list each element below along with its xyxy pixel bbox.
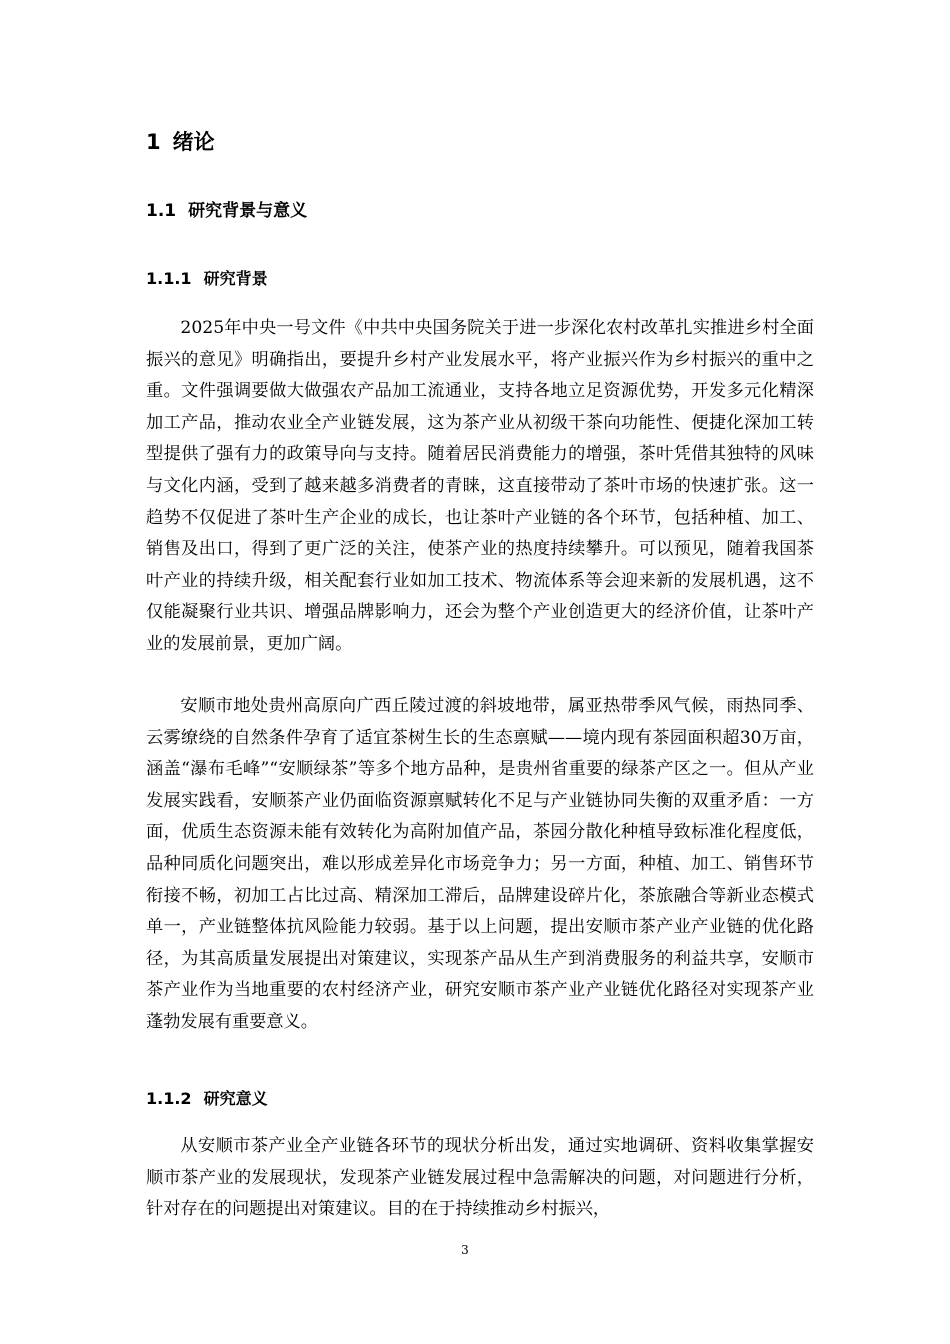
subsection-heading <box>146 267 268 291</box>
section-title: 研究背景与意义 <box>188 201 308 221</box>
subsection-number: 1.1.2 <box>146 1089 192 1108</box>
body-paragraph: 安顺市地处贵州高原向广西丘陵过渡的斜坡地带，属亚热带季风气候，雨热同季、云雾缭绕的自然条件孕育了适宜茶树生长的生态禀赋——境内现有茶园面积超30万亩，涵盖“瀑布毛峰”“安顺绿茶”等多个地方品种，是贵州省重要的绿茶产区之一。但从产业发展实践看，安顺茶产业仍面临资源禀赋转化不足与产业链协同失衡的双重矛盾：一方面，优质生态资源未能有效转化为高附加值产品，茶园分散化种植导致标准化程度低，品种同质化问题突出，难以形成差异化市场竞争力；另一方面，种植、加工、销售环节衔接不畅，初加工占比过高、精深加工滞后，品牌建设碎片化，茶旅融合等新业态模式单一，产业链整体抗风险能力较弱。基于以上问题，提出安顺市茶产业产业链的优化路径，为其高质量发展提出对策建议，实现茶产品从生产到消费服务的利益共享，安顺市茶产业作为当地重要的农村经济产业，研究安顺市茶产业产业链优化路径对实现茶产业蓬勃发展有重要意义。 <box>146 696 814 1032</box>
body-paragraph: 从安顺市茶产业全产业链各环节的现状分析出发，通过实地调研、资料收集掌握安顺市茶产业的发展现状，发现茶产业链发展过程中急需解决的问题，对问题进行分析，针对存在的问题提出对策建议。目的在于持续推动乡村振兴， <box>146 1136 814 1220</box>
chapter-heading <box>146 128 215 156</box>
page-number: 3 <box>461 1243 469 1257</box>
section-number: 1.1 <box>146 201 177 221</box>
section-heading <box>146 198 307 224</box>
chapter-number: 1 <box>146 130 161 154</box>
subsection-heading <box>146 1087 268 1111</box>
subsection-title: 研究意义 <box>203 1089 268 1108</box>
chapter-title: 绪论 <box>172 130 215 154</box>
body-paragraph: 2025年中央一号文件《中共中央国务院关于进一步深化农村改革扎实推进乡村全面振兴的意见》明确指出，要提升乡村产业发展水平，将产业振兴作为乡村振兴的重中之重。文件强调要做大做强农产品加工流通业，支持各地立足资源优势，开发多元化精深加工产品，推动农业全产业链发展，这为茶产业从初级干茶向功能性、便捷化深加工转型提供了强有力的政策导向与支持。随着居民消费能力的增强，茶叶凭借其独特的风味与文化内涵，受到了越来越多消费者的青睐，这直接带动了茶叶市场的快速扩张。这一趋势不仅促进了茶叶生产企业的成长，也让茶叶产业链的各个环节，包括种植、加工、销售及出口，得到了更广泛的关注，使茶产业的热度持续攀升。可以预见，随着我国茶叶产业的持续升级，相关配套行业如加工技术、物流体系等会迎来新的发展机遇，这不仅能凝聚行业共识、增强品牌影响力，还会为整个产业创造更大的经济价值，让茶叶产业的发展前景，更加广阔。 <box>146 318 814 654</box>
subsection-number: 1.1.1 <box>146 269 192 288</box>
subsection-title: 研究背景 <box>203 269 268 288</box>
